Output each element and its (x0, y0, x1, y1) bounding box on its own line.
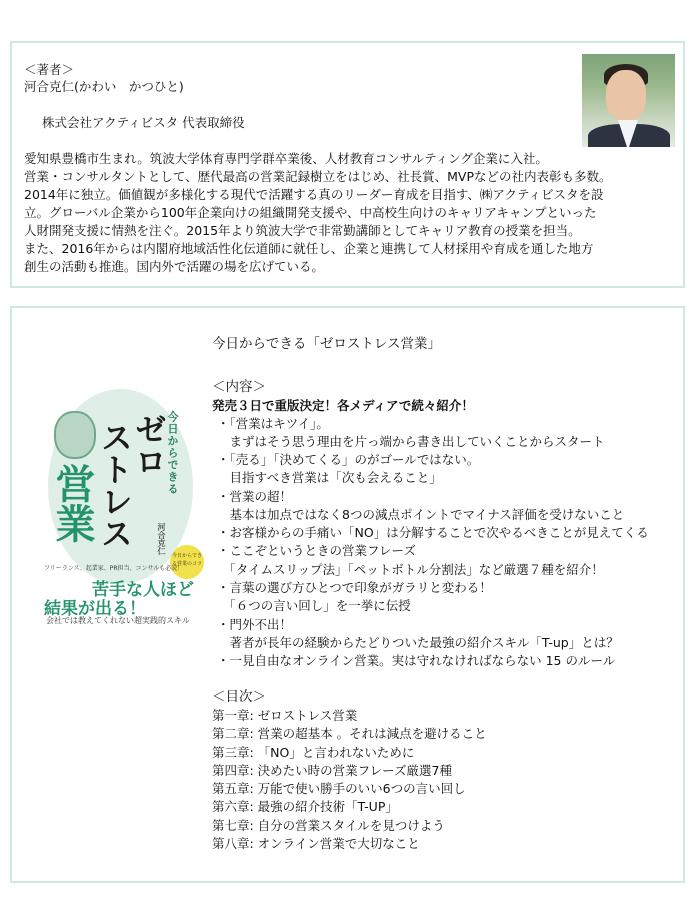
contents-line: ・言葉の選び方ひとつで印象がガラリと変わる！ (217, 580, 492, 595)
bio-line: 人財開発支援に情熱を注ぐ。2015年より筑波大学で非常勤講師としてキャリア教育の授業を担当。 (24, 223, 581, 238)
author-section (10, 41, 685, 288)
bio-line: 2014年に独立。価値観が多様化する現代で活躍する真のリーダー育成を目指す、㈱アクティビスタを設 (24, 187, 604, 202)
contents-line: まずはそう思う理由を片っ端から書き出していくことからスタート (217, 434, 605, 449)
bio-line: 立。グローバル企業から100年企業向けの組織開発支援や、中高校生向けのキャリアキャンプといった (24, 205, 597, 220)
bio-line: 創生の活動も推進。国内外で活躍の場を広げている。 (24, 259, 325, 274)
toc-item: 第七章: 自分の営業スタイルを見つけよう (212, 818, 445, 833)
contents-line: ・一見自由なオンライン営業。実は守れなければならない 15 のルール (217, 653, 616, 668)
cover-small-text: フリーランス、起業家、PR担当、コンサルも必読！ (44, 565, 184, 572)
contents-line: 「６つの言い回し」を一挙に伝授 (217, 598, 411, 613)
author-photo (582, 54, 675, 147)
toc-item: 第一章: ゼロストレス営業 (212, 708, 358, 723)
contents-line: 目指すべき営業は「次も会えること」 (217, 470, 442, 485)
contents-line: ・「売る」「決めてくる」のがゴールではない。 (217, 452, 480, 467)
toc-item: 第八章: オンライン営業で大切なこと (212, 836, 420, 851)
author-heading: ＜著者＞ (24, 62, 75, 77)
author-name: 河合克仁(かわい かつひと) (24, 79, 184, 94)
contents-line: 著者が長年の経験からたどりついた最強の紹介スキル「T-up」とは？ (217, 635, 619, 650)
contents-heading: ＜内容＞ (212, 379, 266, 395)
toc-item: 第四章: 決めたい時の営業フレーズ厳選7種 (212, 763, 453, 778)
cover-title-line3: 営業 (49, 463, 95, 543)
cover-subtitle: 今日からできる (166, 411, 179, 495)
book-section (10, 306, 685, 883)
contents-line: 「タイムスリップ法」「ペットボトル分割法」など厳選７種を紹介！ (217, 562, 604, 577)
contents-line: 基本は加点ではなく8つの減点ポイントでマイナス評価を受けないこと (217, 507, 625, 522)
contents-line: ・お客様からの手痛い「NO」は分解することで次やるべきことが見えてくる (217, 525, 649, 540)
contents-line: ・「営業はキツイ」。 (217, 416, 329, 431)
cover-author: 河合克仁 (157, 523, 166, 555)
toc-heading: ＜目次＞ (212, 689, 266, 705)
bio-line: また、2016年からは内閣府地域活性化伝道師に就任し、企業と連携して人材採用や育成を通した地方 (24, 241, 594, 256)
cover-badge: 今日からできる営業のコツ (170, 545, 204, 579)
contents-line: ・営業の超！ (217, 489, 293, 504)
toc-item: 第二章: 営業の超基本 。それは減点を避けること (212, 726, 487, 741)
toc-item: 第五章: 万能で使い勝手のいい6つの言い回し (212, 781, 466, 796)
contents-headline: 発売３日で重版決定！各メディアで続々紹介！ (212, 398, 474, 413)
cover-title-line2: ストレス (96, 421, 134, 549)
cover-catch1: 苦手な人ほど (92, 580, 194, 600)
book-cover (42, 383, 202, 625)
toc-item: 第六章: 最強の紹介技術「T-UP」 (212, 799, 398, 814)
bio-line: 営業・コンサルタントとして、歴代最高の営業記録樹立をはじめ、社長賞、MVPなどの社内表彰も多数。 (24, 169, 612, 184)
cover-footer: 会社では教えてくれない超実践的スキル (46, 616, 190, 625)
author-position: 株式会社アクティビスタ 代表取締役 (42, 115, 245, 130)
book-title: 今日からできる「ゼロストレス営業」 (212, 336, 441, 352)
cover-catch2: 結果が出る！ (44, 599, 146, 619)
cover-title-line1: ゼロ (130, 413, 168, 477)
bio-line: 愛知県豊橋市生まれ。筑波大学体育専門学群卒業後、人材教育コンサルティング企業に入社。 (24, 151, 548, 166)
contents-line: ・門外不出！ (217, 617, 293, 632)
contents-line: ・ここぞというときの営業フレーズ (217, 543, 416, 558)
toc-item: 第三章: 「NO」と言われないために (212, 745, 415, 760)
mascot-illustration (54, 411, 96, 459)
